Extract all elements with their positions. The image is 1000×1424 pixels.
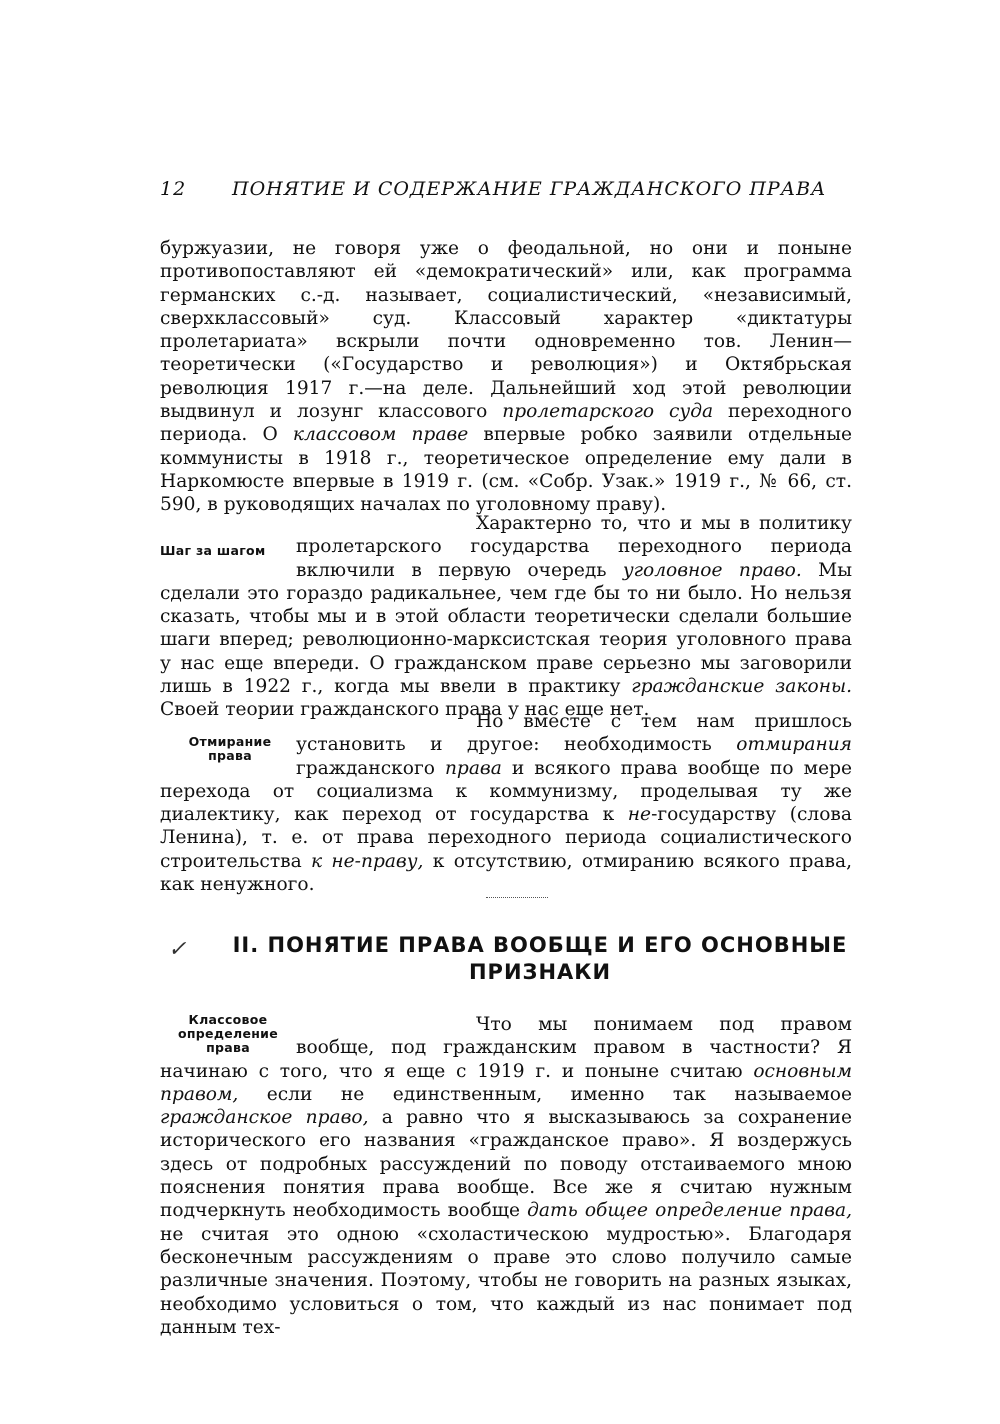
margin-note-text: права bbox=[208, 748, 252, 763]
paragraph-text: впервые робко заявили отдельные коммунисты в 1918 г., теоретическое определение ему дали в Наркомюсте впервые в 1919 г. (см. «Собр. Узак.» 1919 г., № 66, ст. 590, в руководящих началах по уголовному праву). bbox=[160, 424, 852, 516]
paragraph-text: а равно что я высказываюсь за сохранение исторического его названия «гражданское право». Я воздержусь здесь от подробных рассуждений по поводу отстаиваемого мною пояснения понятия права вообще. Все же я считаю нужным подчеркнуть необходимость вообще bbox=[160, 1107, 852, 1222]
section-heading bbox=[200, 932, 880, 986]
page-number: 12 bbox=[160, 178, 187, 200]
paragraph-3 bbox=[160, 710, 852, 896]
section-title-line-2: ПРИЗНАКИ bbox=[468, 960, 612, 984]
margin-note-text: Отмирание bbox=[188, 734, 272, 749]
margin-note-text: Классовое bbox=[188, 1012, 268, 1027]
paragraph-text: Мы сделали это гораздо радикальнее, чем где бы то ни было. Но нельзя сказать, чтобы мы и в этой области теоретически сделали большие шаги вперед; революционно-марксистская теория уголовного права у нас еще впереди. О гражданском праве серьезно мы заговорили лишь в 1922 г., когда мы ввели в практику bbox=[160, 559, 852, 698]
margin-spacer bbox=[160, 1013, 296, 1059]
paragraph-text: не считая это одною «схоластическою мудростью». Благодаря бесконечным рассуждениям о праве это слово получило самые различные значения. Поэтому, чтобы не говорить на разных языках, необходимо условиться о том, что каждый из нас понимает под данным тех- bbox=[160, 1223, 852, 1338]
running-title: ПОНЯТИЕ И СОДЕРЖАНИЕ ГРАЖДАНСКОГО ПРАВА bbox=[232, 178, 827, 200]
paragraph-text: переходного периода. О bbox=[160, 401, 852, 446]
paragraph-text: гражданского bbox=[296, 757, 445, 779]
paragraph-1 bbox=[160, 237, 852, 517]
paragraph-text: и всякого права вообще по мере перехода от социализма к коммунизму, проделывая ту же диалектику, как переход от государства к bbox=[160, 757, 852, 826]
section-title-line-1: II. ПОНЯТИЕ ПРАВА ВООБЩЕ И ЕГО ОСНОВНЫЕ bbox=[232, 933, 848, 957]
margin-spacer bbox=[160, 512, 296, 578]
paragraph-2 bbox=[160, 512, 852, 722]
paragraph-text: Но вместе с тем нам пришлось установить и другое: необходимость bbox=[296, 711, 852, 756]
margin-note-text: Шаг за шагом bbox=[160, 543, 266, 558]
margin-note-text: определение bbox=[177, 1026, 279, 1041]
emphasis: дать общее определение права, bbox=[527, 1200, 852, 1222]
paragraph-text: Что мы понимаем под правом вообще, под гражданским правом в частности? Я начинаю с того, что я еще с 1919 г. и поныне считаю bbox=[160, 1014, 852, 1082]
margin-note-text: права bbox=[206, 1040, 250, 1055]
emphasis: отмирания bbox=[736, 734, 852, 756]
paragraph-text: Характерно то, что и мы в политику пролетарского государства переходного периода включили в первую очередь bbox=[296, 513, 852, 581]
emphasis: уголовное право. bbox=[622, 559, 802, 581]
emphasis: гражданское право, bbox=[160, 1107, 369, 1129]
paragraph-text: Своей теории гражданского права у нас еще нет. bbox=[160, 699, 650, 721]
paragraph-text: к отсутствию, отмиранию всякого права, как ненужного. bbox=[160, 850, 852, 896]
section-divider bbox=[486, 897, 548, 900]
paragraph-text: если не единственным, именно так называемое bbox=[238, 1083, 852, 1105]
margin-spacer bbox=[160, 710, 296, 774]
emphasis: гражданские законы. bbox=[631, 676, 852, 698]
running-head bbox=[160, 178, 850, 208]
paragraph-text: -государству (слова Ленина), т. е. от права переходного периода социалистического строительства bbox=[160, 804, 852, 872]
emphasis: к не-праву, bbox=[311, 850, 424, 872]
check-mark-icon: ✓ bbox=[168, 937, 187, 962]
paragraph-text: буржуазии, не говоря уже о феодальной, но они и поныне противопоставляют ей «демократический» или, как программа германских с.-д. называет, социалистический, «независимый, сверхклассовый» суд. Классовый характер «диктатуры пролетариата» вскрыли почти одновременно тов. Ленин—теоретически («Государство и революция») и Октябрьская революция 1917 г.—на деле. Дальнейший ход этой революции выдвинул и лозунг классового bbox=[160, 238, 852, 423]
paragraph-4 bbox=[160, 1013, 852, 1339]
emphasis: права bbox=[444, 757, 502, 779]
emphasis: не bbox=[627, 804, 652, 826]
emphasis: основным правом, bbox=[160, 1060, 852, 1105]
emphasis: пролетарского суда bbox=[502, 401, 714, 423]
emphasis: классовом праве bbox=[292, 424, 469, 446]
